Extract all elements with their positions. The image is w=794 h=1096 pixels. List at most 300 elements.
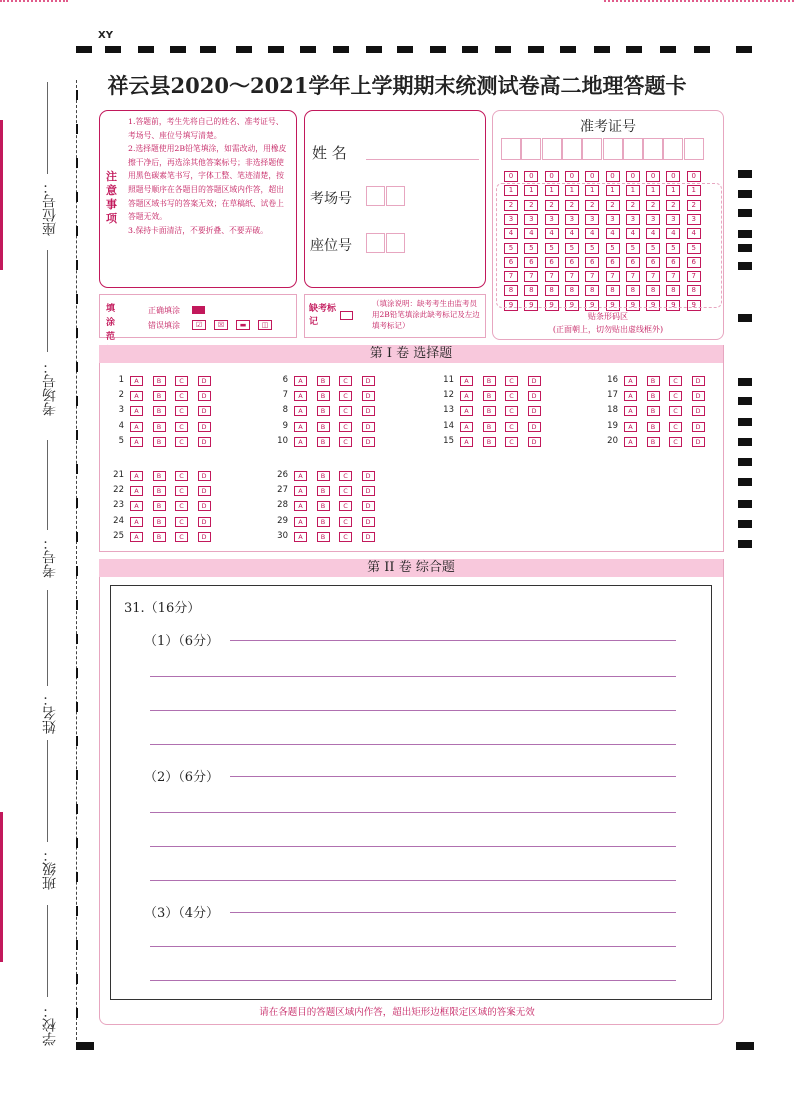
question-number: 2 [118, 390, 124, 401]
answer-bubble[interactable]: C [175, 391, 188, 401]
admission-digit-bubble[interactable]: 2 [585, 200, 599, 211]
admission-digit-bubble[interactable]: 0 [606, 171, 620, 182]
side-label-name: 姓名： [42, 692, 58, 734]
admission-digit-bubble[interactable]: 7 [646, 271, 660, 282]
answer-bubble[interactable]: D [198, 532, 211, 542]
answer-bubble[interactable]: B [647, 437, 660, 447]
answer-bubble[interactable]: B [647, 422, 660, 432]
timing-mark [594, 46, 610, 53]
answer-bubble[interactable]: B [317, 486, 330, 496]
admission-digit-bubble[interactable]: 6 [545, 257, 559, 268]
answer-bubble[interactable]: B [317, 437, 330, 447]
admission-digit-bubble[interactable]: 4 [666, 228, 680, 239]
admission-digit-bubble[interactable]: 5 [585, 243, 599, 254]
answer-bubble[interactable]: D [362, 471, 375, 481]
answer-bubble[interactable]: B [153, 501, 166, 511]
admission-digit-bubble[interactable]: 3 [565, 214, 579, 225]
answer-bubble[interactable]: C [339, 517, 352, 527]
admission-digit-bubble[interactable]: 1 [687, 185, 701, 196]
answer-bubble[interactable]: C [175, 501, 188, 511]
answer-bubble[interactable]: A [294, 406, 307, 416]
admission-digit-bubble[interactable]: 5 [646, 243, 660, 254]
answer-line[interactable] [150, 980, 676, 981]
admission-digit-box[interactable] [501, 138, 521, 160]
answer-line[interactable] [150, 710, 676, 711]
admission-digit-bubble[interactable]: 3 [524, 214, 538, 225]
admission-digit-bubble[interactable]: 2 [565, 200, 579, 211]
answer-bubble[interactable]: A [624, 437, 637, 447]
admission-digit-bubble[interactable]: 0 [565, 171, 579, 182]
answer-bubble[interactable]: B [317, 471, 330, 481]
admission-digit-bubble[interactable]: 8 [565, 285, 579, 296]
admission-digit-bubble[interactable]: 0 [626, 171, 640, 182]
answer-bubble[interactable]: A [294, 486, 307, 496]
timing-mark [76, 702, 78, 712]
answer-bubble[interactable]: A [624, 376, 637, 386]
admission-digit-bubble[interactable]: 6 [687, 257, 701, 268]
question-number: 5 [118, 435, 124, 446]
answer-bubble[interactable]: C [505, 406, 518, 416]
timing-mark [694, 46, 710, 53]
admission-digit-bubble[interactable]: 6 [646, 257, 660, 268]
answer-bubble[interactable]: D [528, 422, 541, 432]
answer-bubble[interactable]: B [153, 517, 166, 527]
admission-digit-bubble[interactable]: 6 [504, 257, 518, 268]
answer-bubble[interactable]: A [460, 422, 473, 432]
answer-bubble[interactable]: A [624, 422, 637, 432]
answer-bubble[interactable]: D [198, 486, 211, 496]
answer-bubble[interactable]: C [339, 532, 352, 542]
answer-bubble[interactable]: C [339, 437, 352, 447]
answer-bubble[interactable]: D [198, 501, 211, 511]
admission-digit-box[interactable] [582, 138, 602, 160]
filled-bubble-example [192, 306, 205, 314]
admission-digit-bubble[interactable]: 0 [545, 171, 559, 182]
timing-mark [366, 46, 382, 53]
answer-bubble[interactable]: C [339, 376, 352, 386]
answer-bubble[interactable]: D [362, 517, 375, 527]
timing-mark [76, 532, 78, 542]
admission-digit-bubble[interactable]: 6 [585, 257, 599, 268]
top-edge-dots [604, 0, 794, 4]
answer-bubble[interactable]: B [483, 406, 496, 416]
admission-digit-bubble[interactable]: 2 [545, 200, 559, 211]
admission-digit-bubble[interactable]: 2 [606, 200, 620, 211]
admission-digit-bubble[interactable]: 7 [504, 271, 518, 282]
answer-line[interactable] [150, 676, 676, 677]
answer-bubble[interactable]: C [175, 406, 188, 416]
admission-digit-bubble[interactable]: 3 [666, 214, 680, 225]
answer-bubble[interactable]: C [669, 406, 682, 416]
question-number: 21 [113, 470, 124, 480]
answer-bubble[interactable]: D [362, 532, 375, 542]
admission-digit-bubble[interactable]: 9 [545, 300, 559, 311]
answer-line[interactable] [230, 912, 676, 913]
answer-bubble[interactable]: A [624, 391, 637, 401]
timing-mark [300, 46, 316, 53]
section1-title: 第 I 卷 选择题 [99, 345, 723, 363]
admission-digit-bubble[interactable]: 7 [545, 271, 559, 282]
fill-example-box [99, 294, 297, 338]
answer-bubble[interactable]: B [317, 501, 330, 511]
answer-bubble[interactable]: D [528, 391, 541, 401]
answer-line[interactable] [230, 776, 676, 777]
answer-bubble[interactable]: B [483, 422, 496, 432]
answer-bubble[interactable]: A [130, 471, 143, 481]
admission-digit-box[interactable] [542, 138, 562, 160]
answer-bubble[interactable]: D [362, 437, 375, 447]
answer-bubble[interactable]: A [294, 471, 307, 481]
absent-bubble[interactable] [340, 311, 353, 320]
answer-bubble[interactable]: B [317, 422, 330, 432]
answer-bubble[interactable]: C [339, 486, 352, 496]
admission-digit-box[interactable] [623, 138, 643, 160]
wrong-fill-label: 错误填涂 [148, 321, 180, 330]
answer-bubble[interactable]: A [130, 406, 143, 416]
answer-bubble[interactable]: C [505, 391, 518, 401]
admission-digit-bubble[interactable]: 2 [524, 200, 538, 211]
admission-digit-bubble[interactable]: 5 [687, 243, 701, 254]
answer-bubble[interactable]: B [153, 391, 166, 401]
answer-bubble[interactable]: A [460, 391, 473, 401]
answer-bubble[interactable]: C [505, 422, 518, 432]
admission-digit-bubble[interactable]: 3 [504, 214, 518, 225]
answer-bubble[interactable]: C [175, 422, 188, 432]
answer-bubble[interactable]: C [505, 437, 518, 447]
question-number: 10 [277, 435, 288, 446]
answer-bubble[interactable]: A [294, 437, 307, 447]
question-number: 17 [607, 390, 618, 401]
answer-bubble[interactable]: B [317, 391, 330, 401]
admission-digit-bubble[interactable]: 5 [666, 243, 680, 254]
admission-digit-bubble[interactable]: 9 [687, 300, 701, 311]
answer-bubble[interactable]: C [505, 376, 518, 386]
admission-digit-bubble[interactable]: 8 [626, 285, 640, 296]
answer-bubble[interactable]: C [339, 422, 352, 432]
admission-digit-bubble[interactable]: 9 [524, 300, 538, 311]
answer-bubble[interactable]: B [153, 437, 166, 447]
answer-bubble[interactable]: B [317, 376, 330, 386]
admission-digit-bubble[interactable]: 1 [606, 185, 620, 196]
admission-digit-bubble[interactable]: 5 [524, 243, 538, 254]
admission-digit-bubble[interactable]: 0 [585, 171, 599, 182]
answer-bubble[interactable]: B [647, 406, 660, 416]
answer-bubble[interactable]: B [317, 532, 330, 542]
notice-heading: 注意事项 [106, 170, 117, 225]
answer-bubble[interactable]: B [153, 376, 166, 386]
answer-bubble[interactable]: B [153, 486, 166, 496]
answer-bubble[interactable]: D [528, 406, 541, 416]
correct-fill-label: 正确填涂 [148, 306, 180, 315]
side-fill-line [47, 440, 48, 530]
admission-digit-bubble[interactable]: 6 [524, 257, 538, 268]
answer-bubble[interactable]: C [669, 437, 682, 447]
answer-bubble[interactable]: D [198, 391, 211, 401]
admission-digit-bubble[interactable]: 9 [565, 300, 579, 311]
admission-digit-bubble[interactable]: 7 [565, 271, 579, 282]
admission-digit-bubble[interactable]: 4 [524, 228, 538, 239]
answer-bubble[interactable]: D [692, 391, 705, 401]
admission-digit-bubble[interactable]: 3 [626, 214, 640, 225]
admission-digit-bubble[interactable]: 0 [687, 171, 701, 182]
admission-digit-bubble[interactable]: 1 [545, 185, 559, 196]
answer-bubble[interactable]: C [669, 422, 682, 432]
answer-bubble[interactable]: A [130, 422, 143, 432]
answer-bubble[interactable]: B [153, 406, 166, 416]
answer-line[interactable] [150, 812, 676, 813]
admission-digit-bubble[interactable]: 3 [585, 214, 599, 225]
admission-digit-bubble[interactable]: 7 [585, 271, 599, 282]
admission-digit-bubble[interactable]: 6 [626, 257, 640, 268]
admission-digit-bubble[interactable]: 8 [545, 285, 559, 296]
answer-bubble[interactable]: D [198, 376, 211, 386]
admission-digit-bubble[interactable]: 4 [545, 228, 559, 239]
admission-digit-bubble[interactable]: 2 [646, 200, 660, 211]
admission-digit-bubble[interactable]: 1 [626, 185, 640, 196]
admission-digit-bubble[interactable]: 9 [666, 300, 680, 311]
admission-digit-bubble[interactable]: 1 [585, 185, 599, 196]
answer-bubble[interactable]: D [198, 437, 211, 447]
answer-bubble[interactable]: C [175, 532, 188, 542]
answer-line[interactable] [230, 640, 676, 641]
timing-mark [76, 226, 78, 236]
timing-mark [738, 418, 752, 426]
answer-bubble[interactable]: C [339, 501, 352, 511]
answer-bubble[interactable]: D [362, 391, 375, 401]
admission-digit-bubble[interactable]: 8 [687, 285, 701, 296]
side-label-room: 考场号： [42, 360, 58, 416]
answer-line[interactable] [150, 846, 676, 847]
admission-digit-box[interactable] [603, 138, 623, 160]
answer-bubble[interactable]: A [130, 517, 143, 527]
answer-bubble[interactable]: A [130, 501, 143, 511]
admission-digit-bubble[interactable]: 6 [606, 257, 620, 268]
admission-digit-bubble[interactable]: 3 [687, 214, 701, 225]
answer-bubble[interactable]: A [294, 422, 307, 432]
admission-digit-bubble[interactable]: 9 [646, 300, 660, 311]
admission-digit-bubble[interactable]: 5 [565, 243, 579, 254]
question-number: 12 [443, 390, 454, 401]
answer-bubble[interactable]: D [362, 486, 375, 496]
timing-mark [430, 46, 446, 53]
answer-bubble[interactable]: D [692, 376, 705, 386]
answer-bubble[interactable]: C [339, 391, 352, 401]
question-number: 3 [118, 405, 124, 416]
answer-bubble[interactable]: C [175, 486, 188, 496]
admission-digit-bubble[interactable]: 7 [626, 271, 640, 282]
admission-digit-bubble[interactable]: 7 [687, 271, 701, 282]
answer-bubble[interactable]: B [317, 406, 330, 416]
admission-digit-bubble[interactable]: 1 [504, 185, 518, 196]
admission-digit-bubble[interactable]: 6 [565, 257, 579, 268]
admission-digit-bubble[interactable]: 5 [626, 243, 640, 254]
timing-mark [76, 770, 78, 780]
admission-digit-bubble[interactable]: 9 [585, 300, 599, 311]
answer-bubble[interactable]: B [317, 517, 330, 527]
admission-digit-box[interactable] [643, 138, 663, 160]
admission-digit-bubble[interactable]: 4 [504, 228, 518, 239]
admission-digit-bubble[interactable]: 5 [545, 243, 559, 254]
admission-digit-bubble[interactable]: 0 [666, 171, 680, 182]
answer-line[interactable] [150, 880, 676, 881]
answer-bubble[interactable]: C [669, 391, 682, 401]
timing-mark [738, 244, 752, 252]
side-label-seat: 座位号： [42, 180, 58, 236]
answer-bubble[interactable]: D [692, 422, 705, 432]
answer-bubble[interactable]: D [362, 422, 375, 432]
admission-digit-bubble[interactable]: 9 [606, 300, 620, 311]
seat-box[interactable] [366, 233, 385, 253]
admission-digit-bubble[interactable]: 2 [687, 200, 701, 211]
admission-digit-box[interactable] [663, 138, 683, 160]
side-fill-line [47, 590, 48, 686]
answer-bubble[interactable]: D [362, 501, 375, 511]
answer-bubble[interactable]: A [130, 532, 143, 542]
timing-mark [560, 46, 576, 53]
admission-digit-bubble[interactable]: 0 [646, 171, 660, 182]
admission-digit-box[interactable] [521, 138, 541, 160]
admission-digit-bubble[interactable]: 2 [626, 200, 640, 211]
answer-bubble[interactable]: B [153, 422, 166, 432]
admission-digit-bubble[interactable]: 2 [504, 200, 518, 211]
answer-bubble[interactable]: A [294, 376, 307, 386]
notice-text [128, 115, 290, 237]
admission-digit-bubble[interactable]: 8 [585, 285, 599, 296]
answer-bubble[interactable]: A [460, 437, 473, 447]
timing-mark [76, 396, 78, 406]
admission-digit-bubble[interactable]: 5 [606, 243, 620, 254]
admission-digit-bubble[interactable]: 1 [666, 185, 680, 196]
admission-digit-bubble[interactable]: 0 [524, 171, 538, 182]
admission-digit-bubble[interactable]: 4 [687, 228, 701, 239]
answer-bubble[interactable]: C [669, 376, 682, 386]
admission-digit-bubble[interactable]: 2 [666, 200, 680, 211]
timing-mark [738, 540, 752, 548]
answer-bubble[interactable]: A [294, 501, 307, 511]
timing-mark [76, 362, 78, 372]
answer-bubble[interactable]: A [294, 517, 307, 527]
timing-mark [76, 192, 78, 202]
admission-digit-bubble[interactable]: 6 [666, 257, 680, 268]
answer-bubble[interactable]: D [528, 437, 541, 447]
answer-bubble[interactable]: C [339, 471, 352, 481]
admission-digit-bubble[interactable]: 7 [524, 271, 538, 282]
admission-digit-bubble[interactable]: 7 [666, 271, 680, 282]
answer-bubble[interactable]: C [175, 471, 188, 481]
answer-bubble[interactable]: D [362, 376, 375, 386]
room-box[interactable] [386, 186, 405, 206]
admission-digit-bubble[interactable]: 4 [565, 228, 579, 239]
answer-bubble[interactable]: C [175, 376, 188, 386]
admission-digit-bubble[interactable]: 9 [626, 300, 640, 311]
answer-bubble[interactable]: A [130, 391, 143, 401]
answer-bubble[interactable]: D [692, 406, 705, 416]
barcode-note: (正面朝上，切勿贴出虚线框外) [552, 325, 664, 334]
seat-label: 座位号 [310, 238, 352, 254]
timing-mark [76, 906, 78, 916]
admission-digit-box[interactable] [562, 138, 582, 160]
question-number: 18 [607, 405, 618, 416]
timing-mark [736, 46, 752, 53]
admission-digit-bubble[interactable]: 8 [504, 285, 518, 296]
footnote: 请在各题目的答题区域内作答，超出矩形边框限定区域的答案无效 [259, 1007, 535, 1018]
admission-digit-bubble[interactable]: 5 [504, 243, 518, 254]
answer-bubble[interactable]: A [130, 437, 143, 447]
answer-bubble[interactable]: A [130, 376, 143, 386]
admission-digit-bubble[interactable]: 8 [646, 285, 660, 296]
admission-digit-bubble[interactable]: 4 [626, 228, 640, 239]
admission-digit-bubble[interactable]: 3 [646, 214, 660, 225]
answer-bubble[interactable]: C [175, 437, 188, 447]
admission-digit-bubble[interactable]: 1 [565, 185, 579, 196]
answer-bubble[interactable]: C [339, 406, 352, 416]
answer-bubble[interactable]: B [153, 532, 166, 542]
admission-digit-bubble[interactable]: 8 [524, 285, 538, 296]
answer-line[interactable] [150, 744, 676, 745]
admission-digit-bubble[interactable]: 1 [646, 185, 660, 196]
question-number: 1 [118, 375, 124, 385]
admission-digit-bubble[interactable]: 9 [504, 300, 518, 311]
admission-digit-bubble[interactable]: 7 [606, 271, 620, 282]
answer-bubble[interactable]: B [483, 376, 496, 386]
answer-bubble[interactable]: A [294, 532, 307, 542]
answer-bubble[interactable]: D [692, 437, 705, 447]
answer-bubble[interactable]: A [460, 376, 473, 386]
answer-bubble[interactable]: A [624, 406, 637, 416]
corner-mark [736, 1042, 754, 1050]
admission-digit-bubble[interactable]: 0 [504, 171, 518, 182]
answer-bubble[interactable]: D [198, 471, 211, 481]
answer-bubble[interactable]: B [153, 471, 166, 481]
answer-bubble[interactable]: D [198, 517, 211, 527]
answer-bubble[interactable]: D [198, 422, 211, 432]
wrong-mark-cross: ☒ [214, 320, 228, 330]
question-number: 24 [113, 515, 124, 526]
barcode-label: 贴条形码区 [588, 312, 628, 321]
answer-bubble[interactable]: B [647, 376, 660, 386]
answer-bubble[interactable]: D [362, 406, 375, 416]
seat-box[interactable] [386, 233, 405, 253]
admission-digit-bubble[interactable]: 1 [524, 185, 538, 196]
admission-digit-box[interactable] [684, 138, 704, 160]
admission-digit-bubble[interactable]: 4 [646, 228, 660, 239]
admission-digit-bubble[interactable]: 8 [666, 285, 680, 296]
admission-digit-bubble[interactable]: 3 [545, 214, 559, 225]
admission-digit-bubble[interactable]: 4 [606, 228, 620, 239]
answer-bubble[interactable]: C [175, 517, 188, 527]
answer-bubble[interactable]: A [130, 486, 143, 496]
answer-bubble[interactable]: B [647, 391, 660, 401]
room-box[interactable] [366, 186, 385, 206]
timing-mark [528, 46, 544, 53]
answer-bubble[interactable]: B [483, 391, 496, 401]
question-number: 9 [282, 420, 288, 431]
admission-digit-bubble[interactable]: 3 [606, 214, 620, 225]
question-31-label: 31.（16分） [124, 601, 201, 616]
name-line[interactable] [366, 159, 479, 160]
answer-bubble[interactable]: A [294, 391, 307, 401]
admission-digit-bubble[interactable]: 4 [585, 228, 599, 239]
answer-bubble[interactable]: A [460, 406, 473, 416]
binding-line [76, 80, 77, 1040]
answer-line[interactable] [150, 946, 676, 947]
timing-mark [738, 314, 752, 322]
answer-bubble[interactable]: D [528, 376, 541, 386]
answer-bubble[interactable]: B [483, 437, 496, 447]
answer-bubble[interactable]: D [198, 406, 211, 416]
question-number: 8 [282, 405, 288, 416]
admission-digit-bubble[interactable]: 8 [606, 285, 620, 296]
